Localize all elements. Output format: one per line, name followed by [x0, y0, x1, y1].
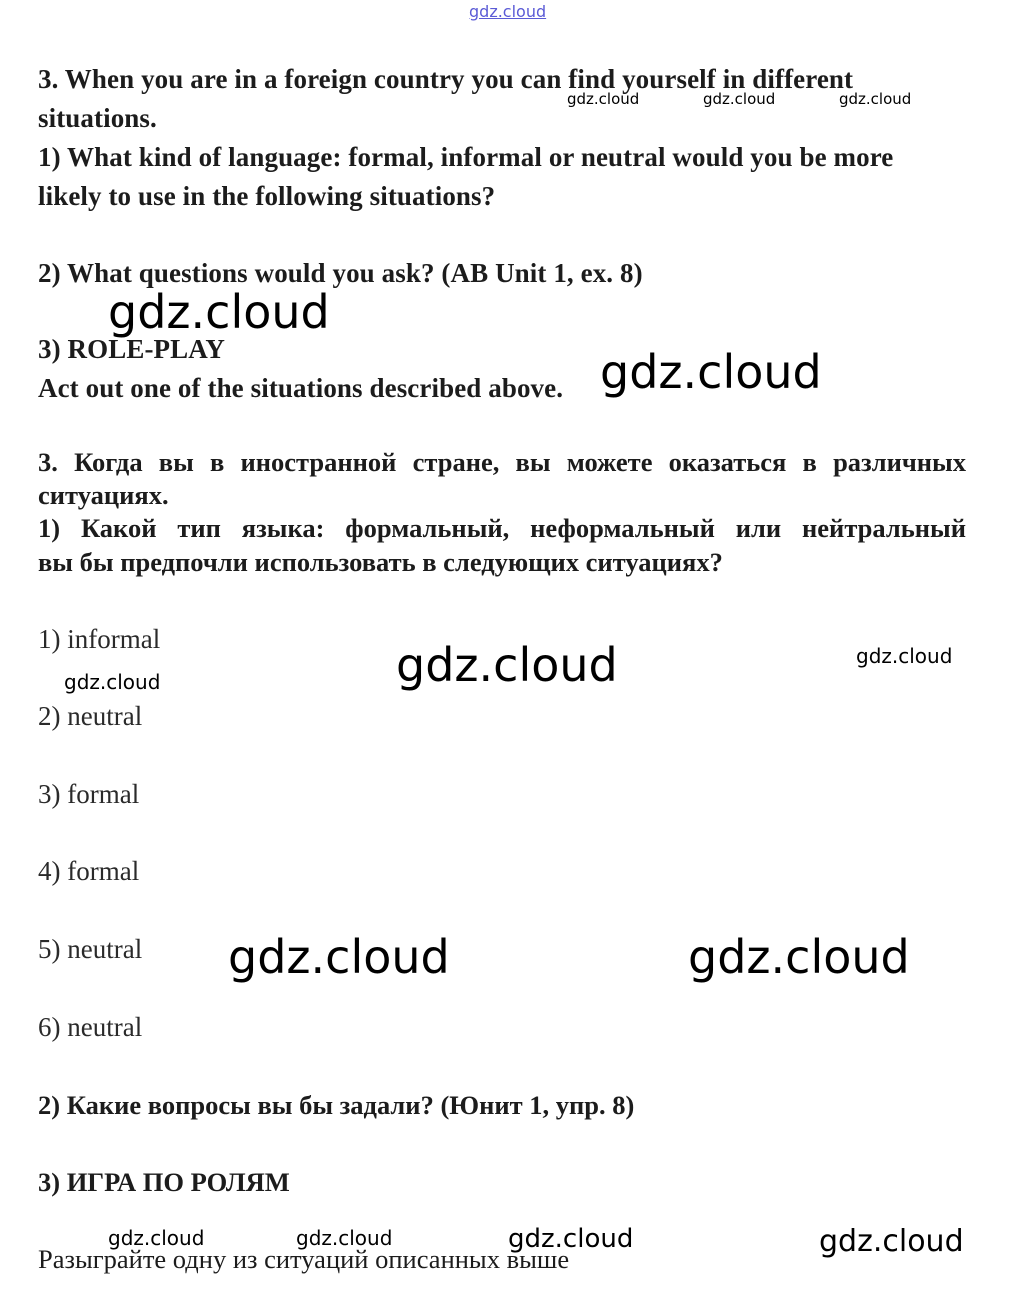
answer-3: 3) formal [38, 779, 140, 809]
answer-5: 5) neutral [38, 934, 143, 964]
russian-question-1-cont: вы бы предпочли использовать в следующих ситуациях? [38, 547, 723, 577]
watermark: gdz.cloud [396, 638, 618, 692]
watermark: gdz.cloud [600, 345, 822, 399]
russian-question-3-text: Разыграйте одну из ситуаций описанных выше [38, 1244, 570, 1274]
english-question-3: 3) ROLE-PLAY [38, 334, 225, 364]
russian-question-1 [38, 513, 966, 544]
english-question-3-text: Act out one of the situations described above. [38, 373, 564, 403]
russian-heading-cont: ситуациях. [38, 480, 169, 510]
watermark: gdz.cloud [64, 670, 161, 694]
english-question-1: 1) What kind of language: formal, informal or neutral would you be more [38, 142, 894, 172]
answer-4: 4) formal [38, 856, 140, 886]
watermark: gdz.cloud [839, 90, 912, 108]
answer-1: 1) informal [38, 624, 161, 654]
english-question-2: 2) What questions would you ask? (AB Unit 1, ex. 8) [38, 258, 643, 288]
watermark: gdz.cloud [108, 1226, 205, 1250]
english-question-1-cont: likely to use in the following situations? [38, 181, 496, 211]
russian-heading-text: 3. Когда вы в иностранной стране, вы можете оказаться в различных [38, 447, 966, 477]
russian-question-3: 3) ИГРА ПО РОЛЯМ [38, 1167, 290, 1197]
watermark: gdz.cloud [703, 90, 776, 108]
watermark: gdz.cloud [296, 1226, 393, 1250]
russian-question-2: 2) Какие вопросы вы бы задали? (Юнит 1, упр. 8) [38, 1090, 635, 1120]
russian-question-1-text: 1) Какой тип языка: формальный, неформальный или нейтральный [38, 513, 966, 543]
watermark: gdz.cloud [228, 930, 450, 984]
watermark: gdz.cloud [688, 930, 910, 984]
answer-2: 2) neutral [38, 701, 143, 731]
watermark: gdz.cloud [108, 285, 330, 339]
answer-6: 6) neutral [38, 1012, 143, 1042]
english-heading: 3. When you are in a foreign country you can find yourself in different [38, 64, 854, 94]
watermark: gdz.cloud [508, 1224, 634, 1254]
watermark: gdz.cloud [819, 1224, 964, 1259]
english-heading-cont: situations. [38, 103, 157, 133]
watermark: gdz.cloud [856, 644, 953, 668]
russian-heading [38, 447, 966, 478]
watermark: gdz.cloud [567, 90, 640, 108]
watermark-link[interactable]: gdz.cloud [469, 2, 547, 21]
